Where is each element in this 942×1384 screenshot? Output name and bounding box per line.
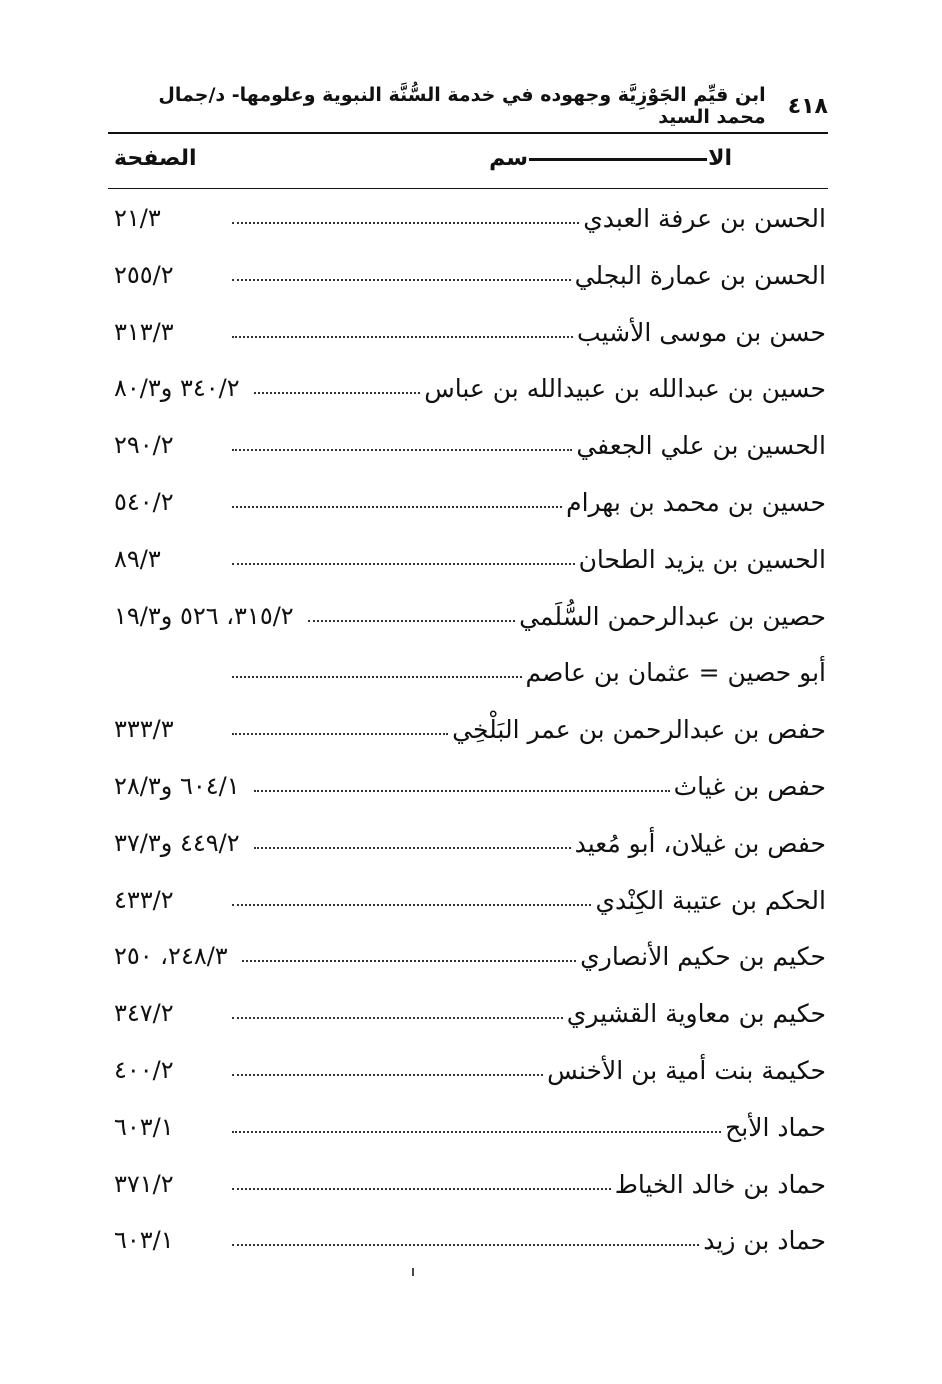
- index-entry: [108, 874, 828, 931]
- index-entry: [108, 987, 828, 1044]
- entry-name: حكيم بن معاوية القشيري: [566, 999, 826, 1029]
- entry-page-ref: ٣٣٣/٣: [114, 715, 174, 744]
- leader-dots: [242, 960, 576, 962]
- entry-name: الحكم بن عتيبة الكِنْدي: [595, 885, 826, 915]
- leader-dots: [232, 1131, 721, 1133]
- entry-page-ref: ٢٤٨/٣، ٢٥٠: [114, 942, 228, 971]
- entry-page-ref: ٣٤٠/٢ و٨٠/٣: [114, 374, 240, 403]
- entry-name: حسن بن موسى الأشيب: [577, 317, 826, 347]
- index-entry: [108, 760, 828, 817]
- leader-dots: [232, 1074, 543, 1076]
- entry-name: حسين بن عبدالله بن عبيدالله بن عباس: [424, 374, 826, 404]
- entry-page-ref: ٢٥٥/٢: [114, 260, 174, 289]
- running-title: ابن قيِّم الجَوْزِيَّة وجهوده في خدمة السُّنَّة النبوية وعلومها- د/جمال محمد السيد: [158, 84, 766, 128]
- entry-page-ref: ٤٣٣/٢: [114, 885, 174, 914]
- leader-dots: [254, 847, 571, 849]
- column-heading-rule: [108, 188, 828, 189]
- leader-dots: [254, 392, 421, 394]
- entry-page-ref: ٣٧١/٢: [114, 1169, 174, 1198]
- entry-name: الحسين بن علي الجعفي: [576, 431, 826, 461]
- index-entry: [108, 1214, 828, 1271]
- column-name-heading: الاسم: [489, 146, 732, 171]
- entry-name: حكيم بن حكيم الأنصاري: [580, 942, 826, 972]
- leader-dots: [232, 1244, 699, 1246]
- kashida-stroke: [529, 158, 707, 161]
- index-entry: [108, 1101, 828, 1158]
- entry-page-ref: ٦٠٣/١: [114, 1226, 174, 1255]
- entry-page-ref: ٣١٥/٢، ٥٢٦ و١٩/٣: [114, 601, 294, 630]
- entry-page-ref: ٣١٣/٣: [114, 317, 174, 346]
- page-number: ٤١٨: [787, 93, 828, 119]
- index-entry: [108, 476, 828, 533]
- entry-name: حفص بن غياث: [673, 771, 826, 801]
- entry-page-ref: ٥٤٠/٢: [114, 487, 174, 516]
- index-entry: [108, 362, 828, 419]
- entry-page-ref: ٤٤٩/٢ و٣٧/٣: [114, 828, 240, 857]
- entry-name: الحسن بن عرفة العبدي: [583, 204, 826, 233]
- leader-dots: [232, 1188, 611, 1190]
- index-entry: [108, 930, 828, 987]
- entry-name: حفص بن عبدالرحمن بن عمر البَلْخِي: [452, 715, 826, 745]
- leader-dots: [232, 222, 579, 224]
- index-entry: [108, 1044, 828, 1101]
- index-entry: [108, 192, 828, 249]
- leader-dots: [232, 336, 573, 338]
- entry-name: الحسين بن يزيد الطحان: [578, 544, 826, 574]
- leader-dots: [232, 449, 572, 451]
- index-entry: [108, 533, 828, 590]
- print-mark: [412, 1268, 414, 1276]
- header-rule: [108, 132, 828, 134]
- entry-name: حماد بن خالد الخياط: [614, 1169, 826, 1199]
- index-entry: [108, 419, 828, 476]
- entry-name: حماد بن زيد: [703, 1226, 826, 1256]
- leader-dots: [254, 790, 670, 792]
- index-entry: [108, 1158, 828, 1215]
- leader-dots: [232, 279, 571, 281]
- index-entry: [108, 646, 828, 703]
- entry-page-ref: ٨٩/٣: [114, 544, 161, 573]
- running-header: [108, 86, 828, 126]
- entry-name: حفص بن غيلان، أبو مُعيد: [574, 828, 826, 858]
- column-headings: [108, 138, 828, 184]
- leader-dots: [232, 904, 591, 906]
- entry-page-ref: ٦٠٣/١: [114, 1112, 174, 1141]
- index-entries: [108, 192, 828, 1271]
- entry-name: حسين بن محمد بن بهرام: [566, 487, 826, 517]
- entry-page-ref: ٢٩٠/٢: [114, 431, 174, 460]
- entry-name: أبو حصين = عثمان بن عاصم: [525, 658, 826, 688]
- index-entry: [108, 590, 828, 647]
- entry-name: حصين بن عبدالرحمن السُّلَمي: [519, 601, 826, 631]
- entry-page-ref: ٦٠٤/١ و٢٨/٣: [114, 771, 240, 800]
- leader-dots: [232, 733, 448, 735]
- entry-name: حماد الأبح: [725, 1112, 826, 1142]
- entry-name: الحسن بن عمارة البجلي: [574, 260, 826, 290]
- leader-dots: [232, 676, 522, 678]
- entry-page-ref: ٢١/٣: [114, 204, 161, 232]
- column-page-heading: الصفحة: [114, 146, 197, 171]
- leader-dots: [232, 563, 575, 565]
- index-entry: [108, 703, 828, 760]
- entry-page-ref: ٤٠٠/٢: [114, 1055, 174, 1084]
- index-entry: [108, 817, 828, 874]
- leader-dots: [232, 506, 562, 508]
- index-entry: [108, 306, 828, 363]
- entry-name: حكيمة بنت أمية بن الأخنس: [547, 1055, 826, 1085]
- leader-dots: [308, 620, 515, 622]
- entry-page-ref: ٣٤٧/٢: [114, 999, 174, 1028]
- index-entry: [108, 249, 828, 306]
- leader-dots: [232, 1017, 563, 1019]
